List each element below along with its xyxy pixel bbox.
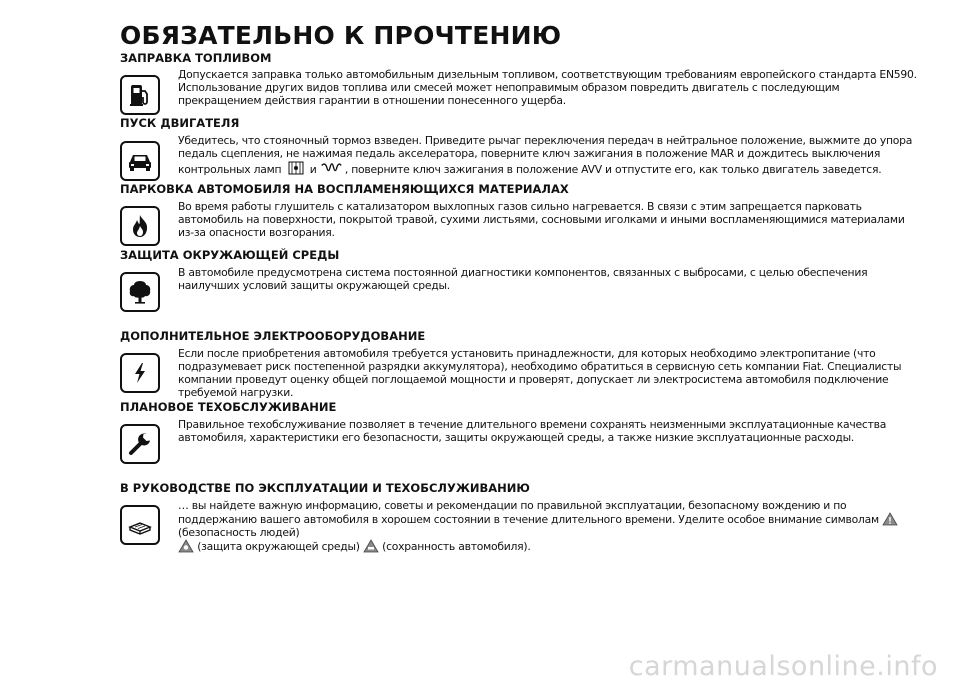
- lightning-icon: [120, 353, 160, 393]
- warning-vehicle-icon: [363, 539, 379, 553]
- book-icon: [120, 505, 160, 545]
- page: [120, 22, 920, 553]
- section-text-part: … вы найдете важную информацию, советы и рекомендации по правильной эксплуатации, безопасному вождению и по поддержанию вашего автомобиля в хорошем состоянии в течение длительного времени. Уделите особое внимание символам: [178, 499, 879, 526]
- glow-plug-coil-icon: [320, 160, 342, 176]
- section-engine-start: [120, 116, 920, 181]
- section-text: Если после приобретения автомобиля требуется установить принадлежности, для которых необходимо электропитание (что подразумевает риск постепенной разрядки аккумулятора), необходимо обратиться в сервисную сеть компании Fiat. Специалисты компании проведут оценку общей поглощаемой мощности и проверят, допускает ли электросистема автомобиля подключение требуемой нагрузки.: [178, 347, 902, 399]
- section-heading: ЗАПРАВКА ТОПЛИВОМ: [120, 51, 272, 65]
- section-heading: В РУКОВОДСТВЕ ПО ЭКСПЛУАТАЦИИ И ТЕХОБСЛУЖИВАНИЮ: [120, 481, 530, 495]
- section-parking: [120, 182, 920, 246]
- section-manual: [120, 481, 920, 553]
- section-maintenance: [120, 400, 920, 464]
- section-text: Во время работы глушитель с катализатором выхлопных газов сильно нагревается. В связи с этим запрещается парковать автомобиль на поверхности, покрытой травой, сухими листьями, сосновыми иголками и иными воспламеняющимися материалами из-за опасности возгорания.: [178, 200, 905, 239]
- fuel-pump-icon: [120, 75, 160, 115]
- section-heading: ДОПОЛНИТЕЛЬНОЕ ЭЛЕКТРООБОРУДОВАНИЕ: [120, 329, 426, 343]
- tree-icon: [120, 272, 160, 312]
- glow-plug-warning-icon: [285, 160, 307, 176]
- section-text: В автомобиле предусмотрена система постоянной диагностики компонентов, связанных с выбросами, с целью обеспечения наилучших условий защиты окружающей среды.: [178, 266, 868, 292]
- section-text: Допускается заправка только автомобильным дизельным топливом, соответствующим требованиям европейского стандарта EN590. Использование других видов топлива или смесей может непоправимым образом повредить двигатель с последующим прекращением действия гарантии в отношении понесенного ущерба.: [178, 68, 917, 107]
- section-electrical: [120, 329, 920, 399]
- section-heading: ЗАЩИТА ОКРУЖАЮЩЕЙ СРЕДЫ: [120, 248, 340, 262]
- section-environment: [120, 248, 920, 312]
- section-fuel: [120, 51, 920, 115]
- watermark: carmanualsonline.info: [628, 651, 938, 682]
- section-text: [178, 134, 920, 176]
- warning-environment-icon: [178, 539, 194, 553]
- section-text-part: , поверните ключ зажигания в положение AVV и отпустите его, как только двигатель заведется.: [344, 163, 882, 176]
- flame-icon: [120, 206, 160, 246]
- section-heading: ПЛАНОВОЕ ТЕХОБСЛУЖИВАНИЕ: [120, 400, 337, 414]
- section-heading: ПУСК ДВИГАТЕЛЯ: [120, 116, 240, 130]
- section-text: [178, 499, 920, 553]
- section-text-part: (сохранность автомобиля).: [382, 540, 531, 553]
- section-text-part: (защита окружающей среды): [197, 540, 360, 553]
- section-text-part: (безопасность людей): [178, 526, 300, 539]
- wrench-icon: [120, 424, 160, 464]
- car-front-icon: [120, 141, 160, 181]
- page-title: ОБЯЗАТЕЛЬНО К ПРОЧТЕНИЮ: [120, 21, 562, 50]
- section-heading: ПАРКОВКА АВТОМОБИЛЯ НА ВОСПЛАМЕНЯЮЩИХСЯ МАТЕРИАЛАХ: [120, 182, 569, 196]
- warning-people-icon: [882, 512, 898, 526]
- section-text-part: Убедитесь, что стояночный тормоз взведен. Приведите рычаг переключения передач в нейтральное положение, выжмите до упора педаль сцепления, не нажимая педаль акселератора, поверните ключ зажигания в положение MAR и дождитесь выключения контрольных ламп: [178, 134, 913, 176]
- section-text-part: и: [309, 163, 317, 176]
- section-text: Правильное техобслуживание позволяет в течение длительного времени сохранять неизменными эксплуатационные качества автомобиля, характеристики его безопасности, защиты окружающей среды, а также низкие эксплуатационные расходы.: [178, 418, 887, 444]
